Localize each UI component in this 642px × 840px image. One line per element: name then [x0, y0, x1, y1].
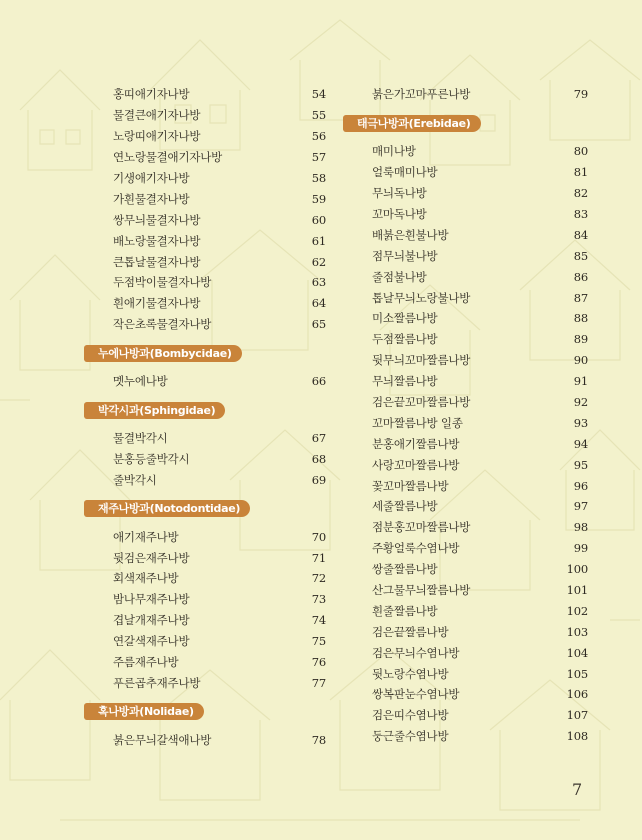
toc-entry-name: 연노랑물결애기자나방 [113, 150, 223, 165]
toc-entry-page: 81 [573, 165, 588, 180]
toc-entry[interactable] [84, 314, 326, 335]
toc-entry-page: 84 [573, 227, 588, 242]
toc-entry[interactable] [84, 126, 326, 147]
toc-entry[interactable] [84, 209, 326, 230]
toc-entry-name: 두점짤름나방 [372, 332, 438, 347]
toc-entry-page: 103 [566, 624, 588, 639]
family-heading [84, 496, 326, 521]
toc-entry-page: 107 [566, 708, 588, 723]
family-heading-label: 박각시과(Sphingidae) [84, 402, 225, 419]
toc-entry[interactable] [84, 428, 326, 449]
family-heading [343, 111, 588, 136]
toc-entry-name: 뒷검은재주나방 [113, 550, 190, 565]
toc-entry-page: 99 [573, 541, 588, 556]
toc-entry-name: 회색재주나방 [113, 571, 179, 586]
toc-entry-name: 점무늬불나방 [372, 248, 438, 263]
toc-entry-name: 무늬짤름나방 [372, 374, 438, 389]
toc-entry-name: 물결큰애기자나방 [113, 108, 201, 123]
toc-entry-name: 매미나방 [372, 144, 416, 159]
toc-entry-page: 92 [573, 395, 588, 410]
toc-entry-name: 사랑꼬마짤름나방 [372, 457, 460, 472]
toc-entry-name: 분홍애기짤름나방 [372, 436, 460, 451]
toc-entry-name: 겹날개재주나방 [113, 613, 190, 628]
toc-entry[interactable] [84, 610, 326, 631]
toc-entry-page: 87 [573, 290, 588, 305]
toc-entry-name: 푸른곱추재주나방 [113, 675, 201, 690]
toc-entry[interactable] [343, 308, 588, 329]
toc-entry-name: 꼬마짤름나방 일종 [372, 415, 463, 430]
toc-entry[interactable] [343, 412, 588, 433]
toc-right-column [343, 84, 588, 747]
toc-entry[interactable] [84, 589, 326, 610]
toc-entry[interactable] [343, 705, 588, 726]
toc-entry-name: 작은초록물결자나방 [113, 317, 212, 332]
family-heading-label: 누에나방과(Bombycidae) [84, 345, 242, 362]
toc-entry-name: 배노랑물결자나방 [113, 233, 201, 248]
toc-entry-page: 59 [311, 191, 326, 206]
toc-entry-name: 점분홍꼬마짤름나방 [372, 520, 471, 535]
toc-entry[interactable] [84, 230, 326, 251]
family-heading-label: 재주나방과(Notodontidae) [84, 500, 250, 517]
toc-entry-page: 58 [311, 171, 326, 185]
toc-entry-name: 검은무늬수염나방 [372, 645, 460, 660]
toc-entry[interactable] [343, 329, 588, 350]
family-heading-label: 혹나방과(Nolidae) [84, 703, 204, 720]
toc-entry-name: 얼룩매미나방 [372, 165, 438, 180]
toc-entry[interactable] [84, 147, 326, 168]
toc-entry-name: 멧누에나방 [113, 374, 168, 389]
toc-entry-page: 55 [311, 108, 326, 123]
toc-entry-name: 애기재주나방 [113, 529, 179, 544]
toc-entry[interactable] [84, 652, 326, 673]
toc-entry-page: 61 [311, 233, 326, 248]
toc-entry-name: 꽃꼬마짤름나방 [372, 478, 449, 493]
toc-entry-page: 68 [311, 451, 326, 466]
toc-entry-name: 흰줄짤름나방 [372, 603, 438, 618]
toc-entry-page: 91 [573, 374, 588, 389]
toc-entry-name: 큰톱날물결자나방 [113, 254, 201, 269]
toc-entry-page: 74 [311, 613, 326, 628]
toc-entry[interactable] [343, 517, 588, 538]
toc-entry-page: 85 [573, 248, 588, 263]
toc-entry-name: 기생애기자나방 [113, 171, 190, 185]
toc-entry[interactable] [343, 663, 588, 684]
toc-entry-name: 쌍복판눈수염나방 [372, 687, 460, 702]
toc-entry-name: 줄박각시 [113, 472, 157, 487]
toc-entry[interactable] [84, 729, 326, 750]
toc-entry[interactable] [84, 251, 326, 272]
toc-entry[interactable] [343, 433, 588, 454]
toc-entry[interactable] [84, 188, 326, 209]
toc-entry-name: 붉은가꼬마푸른나방 [372, 87, 471, 102]
toc-entry-name: 세줄짤름나방 [372, 499, 438, 514]
toc-entry-page: 54 [311, 87, 326, 102]
toc-entry[interactable] [343, 245, 588, 266]
toc-entry[interactable] [343, 726, 588, 747]
toc-entry[interactable] [84, 526, 326, 547]
toc-entry-name: 주름재주나방 [113, 655, 179, 670]
page-number: 7 [572, 780, 583, 799]
toc-entry[interactable] [343, 287, 588, 308]
toc-entry-page: 71 [311, 550, 326, 565]
toc-entry-name: 둥근줄수염나방 [372, 729, 449, 744]
toc-entry[interactable] [84, 293, 326, 314]
toc-entry[interactable] [343, 371, 588, 392]
toc-entry[interactable] [343, 496, 588, 517]
family-heading [84, 341, 326, 366]
toc-entry[interactable] [84, 105, 326, 126]
toc-entry-name: 미소짤름나방 [372, 311, 438, 326]
toc-entry-name: 두점박이물결자나방 [113, 275, 212, 290]
toc-entry[interactable] [343, 84, 588, 105]
toc-entry-name: 뒷무늬꼬마짤름나방 [372, 353, 471, 368]
toc-entry-page: 96 [573, 478, 588, 493]
toc-entry-page: 77 [311, 675, 326, 690]
toc-entry-page: 89 [573, 332, 588, 347]
toc-entry-page: 83 [573, 207, 588, 221]
toc-entry[interactable] [84, 672, 326, 693]
toc-entry-page: 82 [573, 186, 588, 201]
toc-entry-name: 줄점불나방 [372, 269, 427, 284]
toc-entry-page: 106 [566, 687, 588, 702]
toc-entry-page: 70 [311, 529, 326, 544]
toc-entry-page: 60 [311, 212, 326, 227]
toc-entry[interactable] [84, 568, 326, 589]
toc-entry[interactable] [84, 469, 326, 490]
toc-entry-page: 63 [311, 275, 326, 290]
toc-entry-name: 흰애기물결자나방 [113, 296, 201, 311]
toc-entry-name: 뒷노랑수염나방 [372, 666, 449, 681]
family-heading [84, 398, 326, 423]
toc-entry-page: 104 [566, 645, 588, 660]
toc-entry[interactable] [343, 475, 588, 496]
toc-entry-name: 검은띠수염나방 [372, 708, 449, 723]
toc-entry[interactable] [343, 538, 588, 559]
toc-entry[interactable] [343, 350, 588, 371]
toc-entry-page: 73 [311, 592, 326, 607]
toc-entry-name: 연갈색재주나방 [113, 634, 190, 649]
toc-entry[interactable] [84, 448, 326, 469]
toc-entry-page: 86 [573, 269, 588, 284]
toc-entry-name: 분홍등줄박각시 [113, 451, 190, 466]
toc-entry-page: 94 [573, 436, 588, 451]
toc-entry[interactable] [84, 371, 326, 392]
toc-entry-page: 76 [311, 655, 326, 670]
family-heading-label: 태극나방과(Erebidae) [343, 115, 481, 132]
toc-entry-name: 검은끝꼬마짤름나방 [372, 395, 471, 410]
toc-entry[interactable] [343, 392, 588, 413]
toc-entry[interactable] [343, 183, 588, 204]
toc-entry-name: 물결박각시 [113, 431, 168, 446]
toc-entry-name: 붉은무늬갈색애나방 [113, 732, 212, 747]
toc-entry[interactable] [343, 141, 588, 162]
toc-entry[interactable] [343, 621, 588, 642]
toc-entry[interactable] [343, 162, 588, 183]
toc-entry-page: 72 [311, 571, 326, 586]
toc-entry-name: 꼬마독나방 [372, 207, 427, 221]
toc-entry-name: 무늬독나방 [372, 186, 427, 201]
toc-entry-page: 67 [311, 431, 326, 446]
toc-entry-page: 66 [311, 374, 326, 389]
family-heading [84, 699, 326, 724]
toc-entry[interactable] [343, 642, 588, 663]
toc-entry-page: 108 [566, 729, 588, 744]
toc-entry-page: 88 [573, 311, 588, 326]
toc-entry-name: 밤나무재주나방 [113, 592, 190, 607]
toc-entry-name: 검은끝짤름나방 [372, 624, 449, 639]
toc-entry-page: 75 [311, 634, 326, 649]
toc-entry-page: 56 [311, 129, 326, 144]
toc-left-column [84, 84, 326, 750]
toc-entry-page: 102 [566, 603, 588, 618]
toc-entry[interactable] [84, 84, 326, 105]
toc-entry-page: 78 [311, 732, 326, 747]
toc-entry-page: 80 [573, 144, 588, 159]
toc-entry-page: 65 [311, 317, 326, 332]
toc-entry-name: 산그물무늬짤름나방 [372, 583, 471, 598]
toc-entry[interactable] [343, 580, 588, 601]
toc-entry-page: 101 [566, 583, 588, 598]
toc-entry[interactable] [84, 631, 326, 652]
toc-entry-name: 주황얼룩수염나방 [372, 541, 460, 556]
toc-entry-page: 100 [566, 562, 588, 577]
toc-entry-page: 57 [311, 150, 326, 165]
toc-entry[interactable] [84, 168, 326, 189]
toc-entry[interactable] [343, 559, 588, 580]
toc-entry[interactable] [343, 454, 588, 475]
toc-entry-page: 90 [573, 353, 588, 368]
toc-entry-page: 62 [311, 254, 326, 269]
toc-entry-page: 93 [573, 415, 588, 430]
toc-entry[interactable] [343, 684, 588, 705]
toc-entry-page: 69 [311, 472, 326, 487]
toc-entry[interactable] [84, 547, 326, 568]
toc-entry[interactable] [343, 204, 588, 225]
toc-entry[interactable] [343, 266, 588, 287]
toc-entry-name: 톱날무늬노랑불나방 [372, 290, 471, 305]
toc-entry[interactable] [343, 600, 588, 621]
toc-entry-name: 가흰물결자나방 [113, 191, 190, 206]
toc-entry-page: 98 [573, 520, 588, 535]
toc-entry-name: 쌍무늬물결자나방 [113, 212, 201, 227]
toc-entry-page: 64 [311, 296, 326, 311]
toc-entry-name: 홍띠애기자나방 [113, 87, 190, 102]
toc-entry-page: 95 [573, 457, 588, 472]
toc-entry-name: 노랑띠애기자나방 [113, 129, 201, 144]
toc-entry-page: 105 [566, 666, 588, 681]
toc-entry-name: 배붉은흰불나방 [372, 227, 449, 242]
toc-entry-page: 97 [573, 499, 588, 514]
toc-entry-name: 쌍줄짤름나방 [372, 562, 438, 577]
toc-entry[interactable] [84, 272, 326, 293]
toc-entry-page: 79 [573, 87, 588, 102]
toc-entry[interactable] [343, 224, 588, 245]
